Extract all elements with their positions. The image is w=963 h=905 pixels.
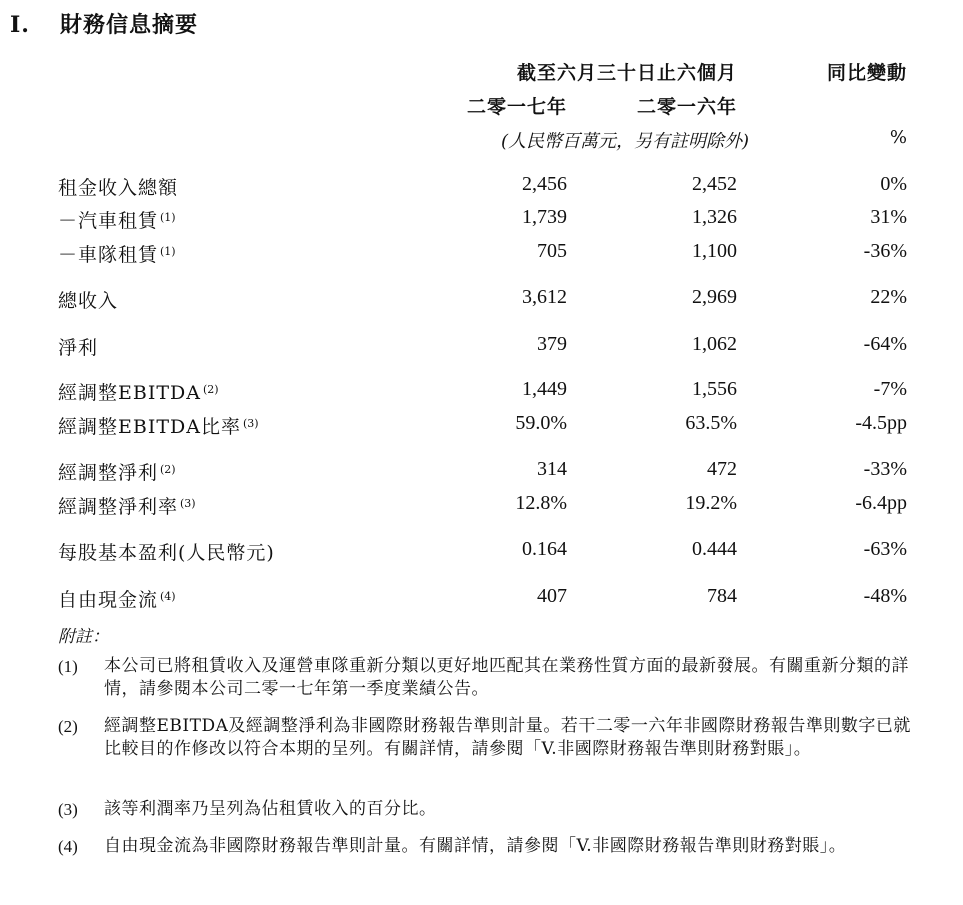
row-label (58, 286, 118, 313)
value-2017: 2,456 (522, 173, 567, 195)
row-label-text: 總收入 (58, 290, 119, 312)
yoy-change: -63% (863, 538, 907, 560)
yoy-change: -6.4pp (855, 492, 907, 514)
year-2016-header: 二零一六年 (636, 96, 737, 118)
value-2017: 3,612 (522, 286, 567, 308)
value-2017: 314 (537, 458, 567, 480)
value-2017: 705 (537, 240, 567, 262)
value-2016: 784 (707, 585, 737, 607)
yoy-change: -4.5pp (855, 412, 907, 434)
section-title: 財務信息摘要 (60, 12, 199, 38)
yoy-change: 31% (870, 206, 907, 228)
row-label-text: 自由現金流 (58, 589, 159, 611)
footnote-ref: (1) (160, 211, 176, 224)
row-label-text: 租金收入總額 (58, 177, 179, 199)
row-label-text: 每股基本盈利(人民幣元) (58, 542, 275, 564)
table-row (0, 538, 963, 564)
value-2016: 2,452 (692, 173, 737, 195)
value-2017: 59.0% (515, 412, 567, 434)
value-2017: 379 (537, 333, 567, 355)
footnote-number: (2) (58, 717, 78, 736)
unit-label: (人民幣百萬元，另有註明除外) (500, 131, 749, 152)
row-label-text: 經調整EBITDA比率 (58, 416, 241, 438)
section-heading (10, 8, 198, 39)
value-2017: 0.164 (522, 538, 567, 560)
table-row (0, 412, 963, 438)
value-2016: 1,556 (692, 378, 737, 400)
footnote-ref: (2) (160, 463, 176, 476)
row-label-text: －車隊租賃 (58, 244, 159, 266)
yoy-change: 0% (880, 173, 907, 195)
value-2016: 1,100 (692, 240, 737, 262)
table-row (0, 492, 963, 518)
footnote-ref: (3) (242, 417, 259, 430)
table-row (0, 240, 963, 266)
table-row (0, 333, 963, 359)
row-label (58, 492, 196, 519)
row-label-text: 淨利 (58, 337, 99, 359)
value-2017: 1,739 (522, 206, 567, 228)
percent-unit: % (889, 127, 907, 148)
value-2016: 1,326 (692, 206, 737, 228)
yoy-change: -7% (873, 378, 907, 400)
row-label-text: －汽車租賃 (58, 210, 159, 232)
yoy-change: -48% (863, 585, 907, 607)
footnote-number: (1) (58, 657, 78, 676)
period-header: 截至六月三十日止六個月 (516, 62, 737, 84)
row-label (58, 458, 176, 485)
year-2017-header: 二零一七年 (466, 96, 567, 118)
table-row (0, 173, 963, 199)
yoy-change: -33% (863, 458, 907, 480)
table-row (0, 458, 963, 484)
footnote-text: 自由現金流為非國際財務報告準則計量。有關詳情，請參閱「V.非國際財務報告準則財務對賬」。 (104, 836, 847, 856)
value-2016: 1,062 (692, 333, 737, 355)
footnote-text: 經調整EBITDA及經調整淨利為非國際財務報告準則計量。若干二零一六年非國際財務報告準則數字已就比較目的作修改以符合本期的呈列。有關詳情，請參閱「V.非國際財務報告準則財務對賬」。 (104, 716, 911, 759)
value-2017: 12.8% (515, 492, 567, 514)
footnote-ref: (2) (202, 383, 219, 396)
value-2016: 2,969 (692, 286, 737, 308)
value-2017: 1,449 (522, 378, 567, 400)
row-label-text: 經調整淨利 (58, 462, 159, 484)
value-2017: 407 (537, 585, 567, 607)
notes-heading: 附註： (58, 627, 109, 647)
yoy-change: -64% (863, 333, 907, 355)
footnote-number: (3) (58, 800, 78, 819)
value-2016: 63.5% (685, 412, 737, 434)
value-2016: 19.2% (685, 492, 737, 514)
footnote-ref: (4) (160, 590, 176, 603)
footnote-text: 該等利潤率乃呈列為佔租賃收入的百分比。 (104, 799, 437, 819)
row-label-text: 經調整淨利率 (58, 496, 179, 518)
row-label-text: 經調整EBITDA (58, 382, 201, 404)
value-2016: 472 (707, 458, 737, 480)
footnote-text: 本公司已將租賃收入及運營車隊重新分類以更好地匹配其在業務性質方面的最新發展。有關重新分類的詳情，請參閱本公司二零一七年第一季度業績公告。 (104, 656, 909, 699)
change-header: 同比變動 (826, 62, 907, 84)
row-label (58, 538, 275, 565)
yoy-change: -36% (863, 240, 907, 262)
footnote-ref: (1) (160, 245, 176, 258)
section-number: I. (10, 12, 30, 38)
footnote-ref: (3) (180, 497, 196, 510)
value-2016: 0.444 (692, 538, 737, 560)
row-label (58, 206, 176, 233)
yoy-change: 22% (870, 286, 907, 308)
footnote-number: (4) (58, 837, 78, 856)
row-label (58, 585, 176, 612)
row-label (58, 333, 98, 360)
row-label (58, 173, 178, 200)
row-label (58, 378, 219, 405)
table-row (0, 585, 963, 611)
table-row (0, 378, 963, 404)
table-row (0, 286, 963, 312)
row-label (58, 240, 176, 267)
row-label (58, 412, 259, 439)
table-row (0, 206, 963, 232)
